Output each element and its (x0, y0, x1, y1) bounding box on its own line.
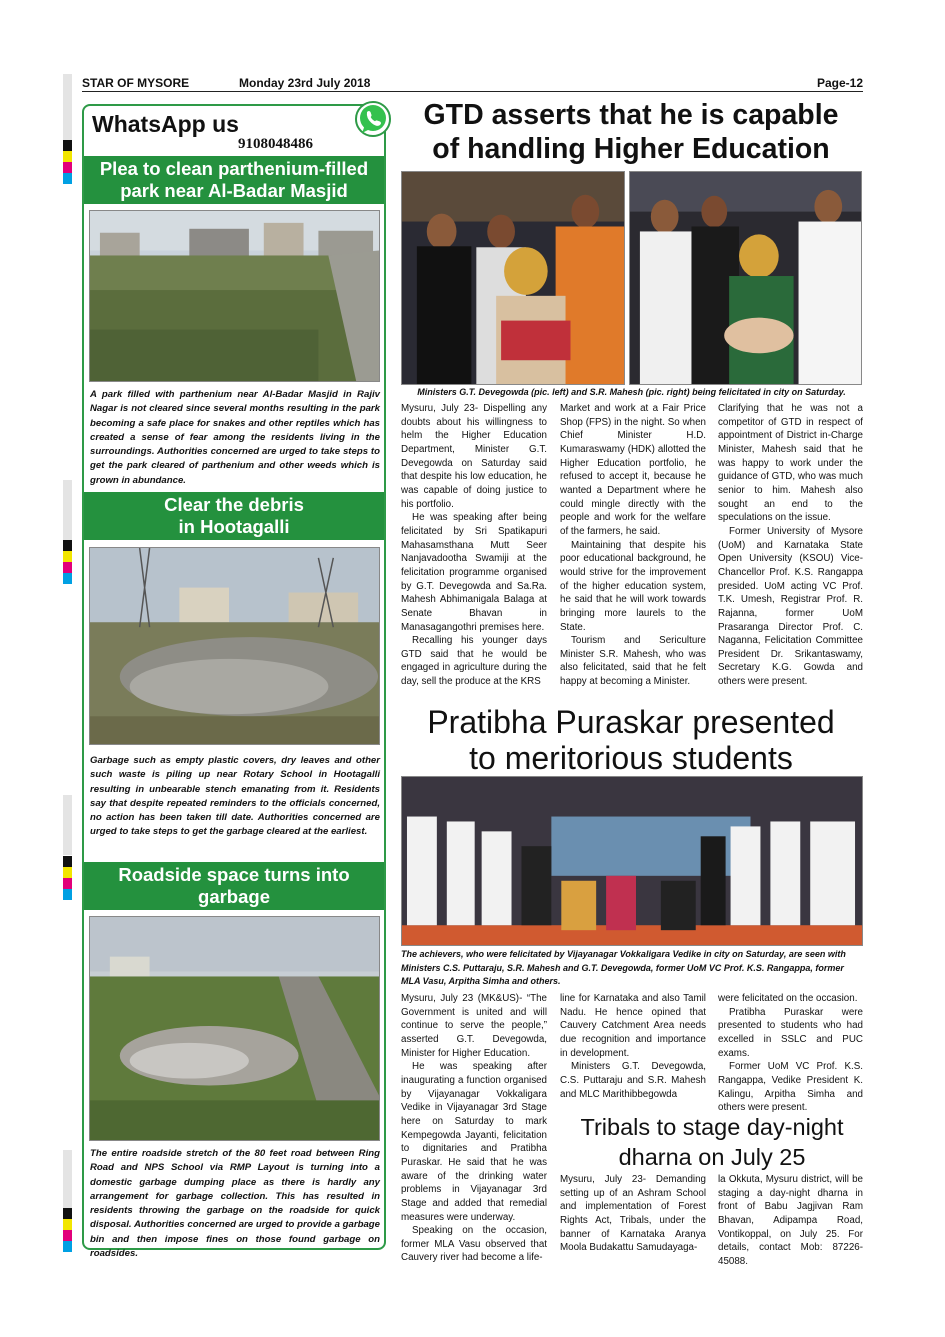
story2-col3 (718, 992, 863, 1115)
paragraph: He was speaking after inaugurating a function organised by Vijayanagar Vokkaligara Vedike in Vijayanagar 3rd Stage here on Saturday to mark Kempegowda Jayanti, felicitation to dignitaries and Pratibha Puraskar. He said that he was aware of the drinking water problems in Vijayanagar 3rd Stage and added that remedial measures were underway. (401, 1061, 547, 1223)
paragraph: He was speaking after being felicitated by Sri Spatikapuri Mahasamsthana Mutt Seer Nanjavadootha Swamiji at the felicitation programme organised by G.T. Devegowda and Sa.Ra. Mahesh Abhimanigala Balaga at Senate Bhavan in Manasagangothri premises here. (401, 512, 547, 633)
story2-headline-line1: Pratibha Puraskar presented (427, 704, 835, 740)
story1-caption: Ministers G.T. Devegowda (pic. left) and S.R. Mahesh (pic. right) being felicitated in city on Saturday. (417, 387, 846, 397)
paragraph: Maintaining that despite his poor educational background, he would strive for the improvement of the higher education system, he said that he will work towards bringing more laurels to the State. (560, 539, 706, 633)
story3-headline-line2: dharna on July 25 (618, 1144, 806, 1170)
whatsapp-number: 9108048486 (238, 136, 313, 152)
left-headline-1-line2: park near Al-Badar Masjid (120, 180, 348, 201)
left-headline-2-line1: Clear the debris (164, 494, 304, 515)
left-headline-2-line2: in Hootagalli (178, 516, 290, 537)
page-number: Page-12 (816, 76, 863, 90)
paragraph: Mysuru, July 23- Demanding setting up of an Ashram School and implementation of Forest Rights Act, Tribals, under the banner of Karnataka Aranya Moola Budakattu Samudayaga- (560, 1174, 706, 1254)
story1-col1 (401, 402, 547, 689)
paragraph: Former UoM VC Prof. K.S. Rangappa, Vedike President K. Kalingu, Arpitha Simha and others were present. (718, 1061, 863, 1114)
paragraph: line for Karnataka and also Tamil Nadu. He hence opined that Cauvery Catchment Area needs due recognition and importance in development. (560, 993, 706, 1059)
paragraph: la Okkuta, Mysuru district, will be staging a day-night dharna in front of Babu Jagjivan Ram Bhavan, Adipampa Road, Vontikoppal, on July 25. For details, contact Mob: 87226-45088. (718, 1174, 863, 1267)
paper-name: STAR OF MYSORE (82, 76, 190, 90)
paragraph: Speaking on the occasion, former MLA Vasu observed that Cauvery river had become a life- (401, 1225, 547, 1264)
cmyk-marks (63, 856, 72, 900)
whatsapp-icon (353, 99, 393, 139)
paragraph: Ministers G.T. Devegowda, C.S. Puttaraju and S.R. Mahesh and MLC Marithibbegowda (560, 1061, 706, 1100)
story3-headline-line1: Tribals to stage day-night (580, 1114, 844, 1140)
whatsapp-title: WhatsApp us (92, 111, 239, 137)
story3-col2 (718, 1173, 863, 1269)
left-caption-3: The entire roadside stretch of the 80 feet road between Ring Road and NPS School via RMP Layout is turning into a domestic garbage dumping place as there is hardly any arrangement for garbage collection. This has resulted in residents throwing the garbage on the roadside for quick disposal. Authorities concerned are urged to provide a garbage bin and then impose fines on those found garbage on roadsides. (90, 1148, 380, 1260)
issue-date: Monday 23rd July 2018 (239, 76, 371, 90)
registration-bar (63, 1150, 72, 1210)
paragraph: Mysuru, July 23- Dispelling any doubts about his willingness to helm the Higher Education Department, Minister G.T. Devegowda on Saturday said that despite his low education, he was capable of doing justice to his portfolio. (401, 403, 547, 510)
gtd-felicitation-photo (401, 171, 625, 385)
paragraph: Clarifying that he was not a competitor of GTD in respect of appointment of District in-Charge Minister, Mahesh said that he was happy to work under the guidance of GTD, who was much senior to him. Mahesh also sought an end to the speculations on the issue. (718, 403, 863, 524)
pratibha-puraskar-photo (401, 776, 863, 946)
registration-bar (63, 480, 72, 540)
story3-headline (558, 1112, 866, 1172)
cmyk-marks (63, 540, 72, 584)
story2-col2 (560, 992, 706, 1101)
story1-headline-line1: GTD asserts that he is capable (423, 99, 839, 131)
paragraph: were felicitated on the occasion. (718, 993, 858, 1004)
story1-headline-line2: of handling Higher Education (432, 133, 830, 165)
story1-headline (397, 98, 865, 166)
paragraph: Market and work at a Fair Price Shop (FPS) in the night. So when Chief Minister H.D. Kumaraswamy (HDK) allotted the Higher Education portfolio, he refused to accept it, because he wanted a Department where he could mingle directly with the people and work for the welfare of the farmers, he said. (560, 403, 706, 537)
story1-col3 (718, 402, 863, 689)
paragraph: Mysuru, July 23 (MK&US)- “The Government is united and will continue to serve the people,” asserted G.T. Devegowda, Minister for Higher Education. (401, 993, 547, 1059)
page-header (82, 74, 863, 92)
left-headline-3 (84, 862, 384, 910)
left-headline-1 (84, 156, 384, 204)
registration-bar (63, 795, 72, 855)
registration-bar (63, 74, 72, 144)
left-headline-3-line1: Roadside space turns into garbage (118, 864, 350, 907)
left-caption-2: Garbage such as empty plastic covers, dry leaves and other such waste is piling up near Rotary School in Hootagalli resulting in unbearable stench emanating from it. Residents say that despite repeated reminders to the officials concerned, no action has been taken till date. Authorities concerned are urged to take steps to get the garbage cleared at the earliest. (90, 755, 380, 838)
story2-col1 (401, 992, 547, 1265)
left-caption-1: A park filled with parthenium near Al-Badar Masjid in Rajiv Nagar is not cleared since several months resulting in the park becoming a safe place for snakes and other reptiles which has created a sense of fear among the residents living in the surroundings. Authorities concerned are urged to take steps to get the park cleared of parthenium and other weeds which is grown in abundance. (90, 389, 380, 486)
hootagalli-debris-photo (89, 547, 380, 745)
cmyk-marks (63, 1208, 72, 1252)
story3-col1 (560, 1173, 706, 1255)
story2-headline-line2: to meritorious students (469, 740, 793, 776)
left-headline-1-line1: Plea to clean parthenium-filled (99, 158, 369, 179)
left-headline-2 (84, 492, 384, 540)
parthenium-park-photo (89, 210, 380, 382)
story2-headline (397, 704, 865, 776)
mahesh-felicitation-photo (629, 171, 862, 385)
paragraph: Tourism and Sericulture Minister S.R. Mahesh, who was also felicitated, said that he felt happy at becoming a Minister. (560, 635, 706, 688)
paragraph: Former University of Mysore (UoM) and Karnataka State Open University (KSOU) Vice-Chancellor Prof. K.S. Rangappa presided. UoM acting VC Prof. T.K. Umesh, Registrar Prof. R. Rajanna, former UoM Prasaranga Director Prof. C. Naganna, Felicitation Committee President Dr. Srikantaswamy, Secretary K.G. Gowda and others were present. (718, 525, 863, 688)
story1-col2 (560, 402, 706, 689)
story2-caption: The achievers, who were felicitated by Vijayanagar Vokkaligara Vedike in city on Saturday, are seen with Ministers C.S. Puttaraju, S.R. Mahesh and G.T. Devegowda, former UoM VC Prof. K.S. Rangappa, former MLA Vasu, Arpitha Simha and others. (401, 949, 846, 986)
vijayanagar-garbage-photo (89, 916, 380, 1141)
paragraph: Pratibha Puraskar were presented to students who had excelled in SSLC and PUC exams. (718, 1006, 863, 1059)
cmyk-marks (63, 140, 72, 184)
paragraph: Recalling his younger days GTD said that he would be engaged in agriculture during the day, sell the produce at the KRS (401, 635, 547, 688)
